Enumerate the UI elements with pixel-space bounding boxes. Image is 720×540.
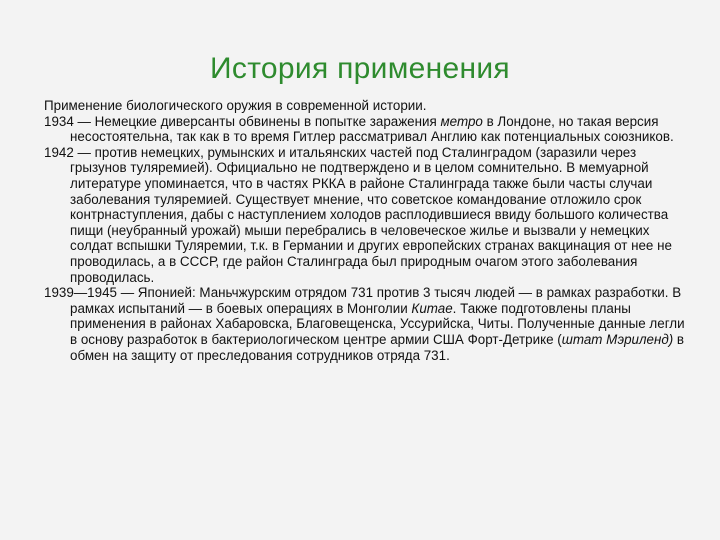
italic-segment: Китае — [411, 300, 453, 316]
paragraph-1934 — [44, 114, 694, 145]
italic-segment: метро — [440, 113, 483, 129]
text-segment: . Также подготовлены планы применения в районах Хабаровска, Благовещенска, Уссурийска, Читы. Полученные данные легли в основу разработок в бактериологическом центре армии США Форт-Детрике ( — [70, 300, 685, 347]
slide-body — [44, 98, 694, 363]
paragraph-1942: 1942 — против немецких, румынских и итальянских частей под Сталинградом (заразили через грызунов туляремией). Официально не подтверждено и в целом сомнительно. В мемуарной литературе упоминается, что в частях РККА в районе Сталинграда также были часты случаи заболевания туляремией. Существует мнение, что советское командование отложило срок контрнаступления, дабы с наступлением холодов расплодившиеся ввиду большого количества пищи (неубранный урожай) мыши перебрались в человеческое жилье и вызвали у немецких солдат вспышки Туляремии, т.к. в Германии и других европейских странах вакцинация от нее не проводилась, а в СССР, где район Сталинграда был природным очагом этого заболевания проводилась. — [44, 144, 672, 285]
italic-segment: штат Мэриленд) — [561, 331, 674, 347]
text-segment: 1939—1945 — Японией: Маньчжурским отрядом 731 против 3 тысяч людей — в рамках разработки. В рамках испытаний — в боевых операциях в Монголии — [44, 285, 682, 316]
intro-paragraph: Применение биологического оружия в современной истории. — [44, 98, 427, 113]
paragraph-1939-1945 — [44, 285, 694, 363]
text-segment: 1934 — Немецкие диверсанты обвинены в попытке заражения — [44, 113, 441, 129]
text-segment: в Лондоне, но такая версия несостоятельна, так как в то время Гитлер рассматривал Англию как потенциальных союзников. — [70, 113, 674, 145]
slide-title: История применения — [210, 52, 510, 85]
text-segment: в обмен на защиту от преследования сотрудников отряда 731. — [70, 331, 685, 363]
